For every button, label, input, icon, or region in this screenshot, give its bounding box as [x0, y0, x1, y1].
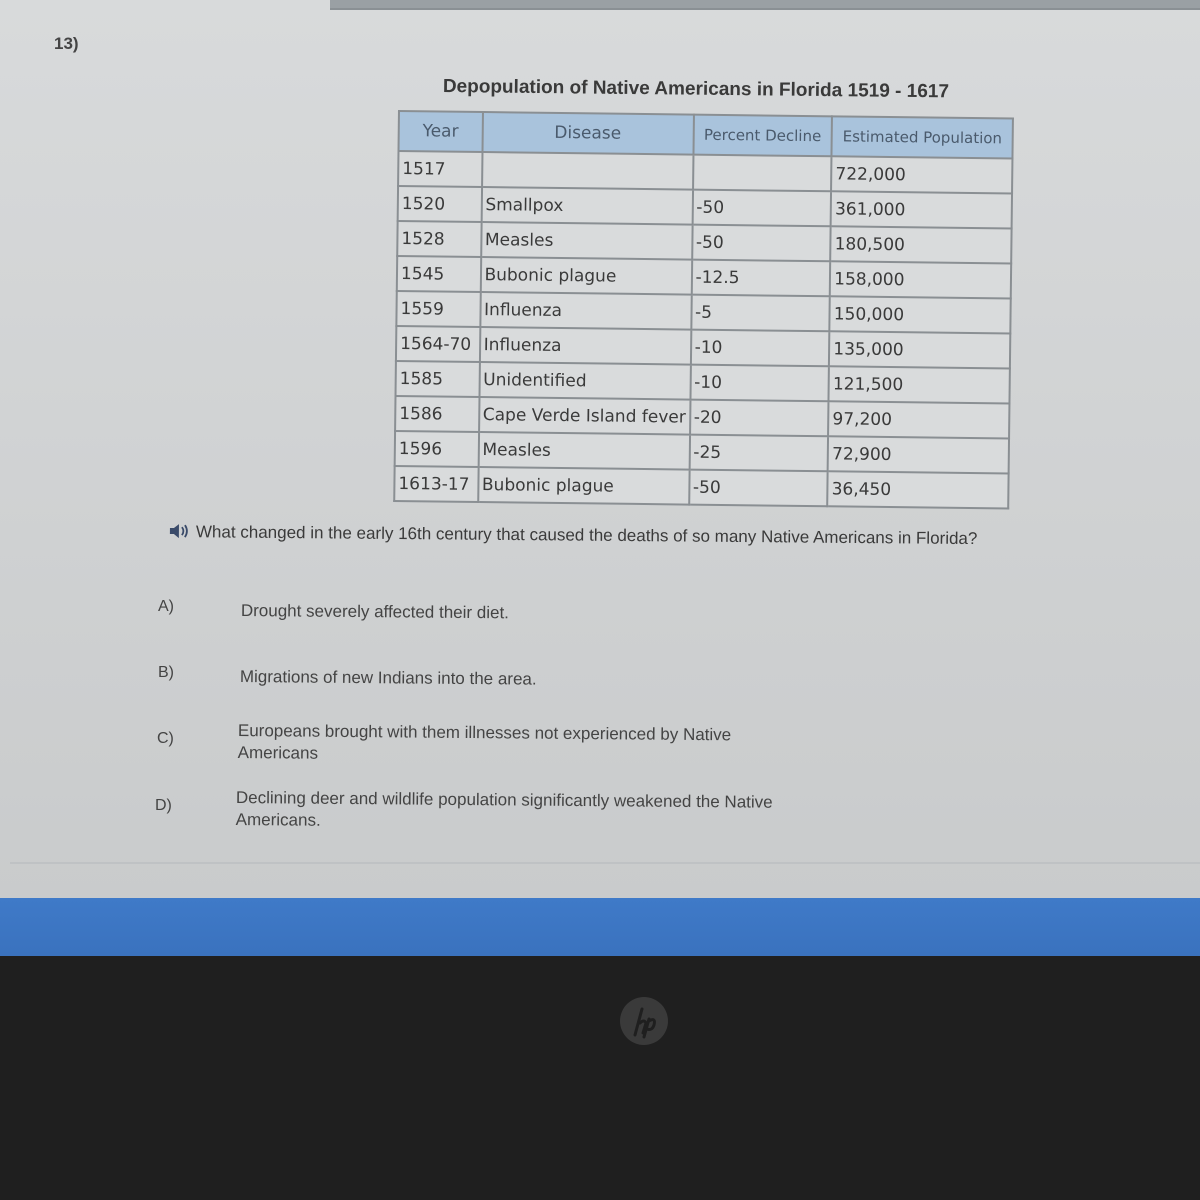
cell-disease: Bubonic plague — [478, 467, 689, 505]
cell-disease: Influenza — [479, 327, 690, 365]
cell-year: 1528 — [397, 221, 481, 257]
cell-disease: Unidentified — [479, 362, 690, 400]
cell-population: 121,500 — [829, 366, 1010, 403]
question-number: 13) — [54, 34, 79, 53]
cell-disease: Influenza — [480, 292, 691, 330]
cell-percent: -10 — [690, 330, 829, 367]
question-prompt — [168, 522, 978, 549]
laptop-bezel — [0, 956, 1200, 1200]
cell-population: 361,000 — [831, 191, 1012, 228]
option-c-letter[interactable]: C) — [157, 730, 174, 747]
header-estimated-population: Estimated Population — [832, 116, 1013, 158]
question-text: What changed in the early 16th century that caused the deaths of so many Native Americans in Florida? — [195, 522, 978, 549]
cell-population: 97,200 — [828, 401, 1009, 438]
cell-percent: -50 — [692, 225, 831, 262]
cell-year: 1545 — [397, 256, 481, 292]
cell-population: 180,500 — [830, 226, 1011, 263]
option-a-letter[interactable]: A) — [158, 598, 174, 615]
content-divider — [10, 862, 1200, 864]
option-a-text[interactable]: Drought severely affected their diet. — [240, 600, 510, 623]
cell-disease: Cape Verde Island fever — [479, 397, 690, 435]
cell-percent: -12.5 — [691, 260, 830, 297]
option-b-letter[interactable]: B) — [158, 664, 174, 681]
cell-population: 72,900 — [828, 436, 1009, 473]
table-row — [394, 466, 1008, 508]
header-percent-decline: Percent Decline — [693, 115, 832, 157]
depopulation-table-container — [393, 110, 1014, 509]
table-title: Depopulation of Native Americans in Florida 1519 - 1617 — [442, 76, 950, 103]
depopulation-table — [393, 110, 1014, 509]
cell-year: 1596 — [395, 431, 479, 467]
cell-percent: -25 — [689, 435, 828, 472]
cell-year: 1517 — [398, 151, 482, 187]
top-bar — [330, 0, 1200, 10]
cell-percent: -10 — [690, 365, 829, 402]
speaker-icon[interactable] — [168, 522, 194, 540]
cell-percent: -20 — [690, 400, 829, 437]
cell-year: 1585 — [396, 361, 480, 397]
cell-population: 135,000 — [829, 331, 1010, 368]
option-d-text[interactable]: Declining deer and wildlife population significantly weakened the Native Americans. — [235, 787, 773, 830]
cell-population: 36,450 — [827, 471, 1008, 508]
cell-year: 1613-17 — [394, 466, 478, 502]
cell-year: 1564-70 — [396, 326, 480, 362]
option-b-text[interactable]: Migrations of new Indians into the area. — [239, 666, 537, 689]
cell-year: 1586 — [395, 396, 479, 432]
cell-percent: -50 — [689, 470, 828, 507]
cell-population: 158,000 — [830, 261, 1011, 298]
cell-disease: Bubonic plague — [480, 257, 691, 295]
cell-percent: -50 — [692, 190, 831, 227]
header-year: Year — [398, 111, 482, 152]
option-c-text[interactable]: Europeans brought with them illnesses not experienced by Native Americans — [237, 720, 732, 763]
cell-population: 722,000 — [831, 156, 1012, 193]
cell-population: 150,000 — [830, 296, 1011, 333]
cell-disease — [482, 152, 693, 190]
header-disease: Disease — [482, 112, 693, 155]
cell-disease: Measles — [481, 222, 692, 260]
cell-year: 1559 — [396, 291, 480, 327]
taskbar — [0, 898, 1200, 956]
option-d-letter[interactable]: D) — [155, 797, 172, 814]
cell-percent: -5 — [691, 295, 830, 332]
cell-year: 1520 — [398, 186, 482, 222]
cell-disease: Smallpox — [481, 187, 692, 225]
hp-logo-icon — [618, 995, 670, 1052]
cell-percent — [693, 155, 832, 192]
cell-disease: Measles — [478, 432, 689, 470]
